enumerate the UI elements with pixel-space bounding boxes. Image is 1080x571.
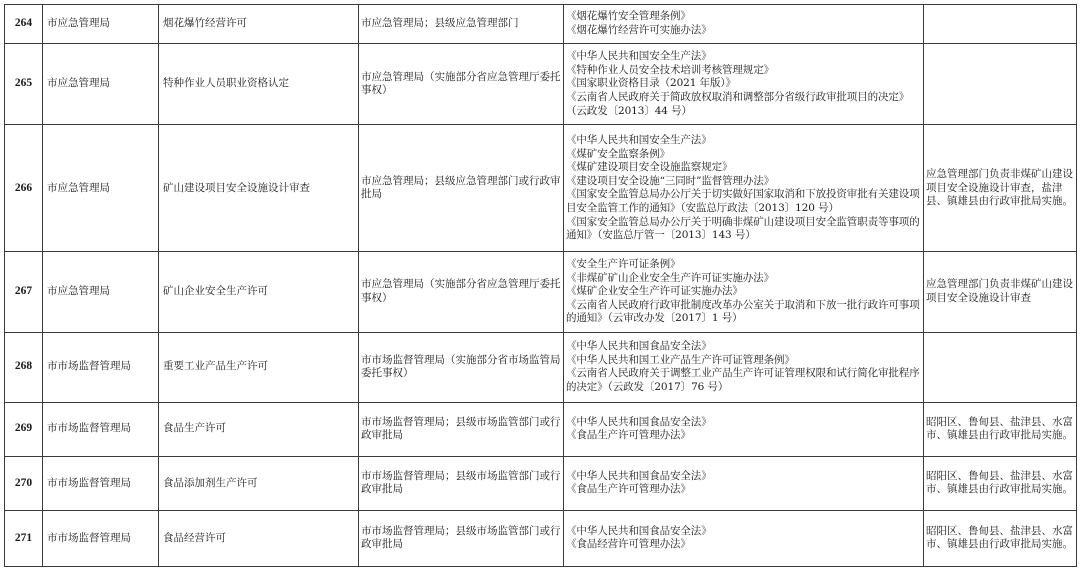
department-cell: 市市场监督管理局 — [43, 456, 159, 510]
table-row — [5, 332, 1077, 402]
permit-item-cell: 矿山建设项目安全设施设计审查 — [159, 125, 359, 252]
remarks-cell: 应急管理部门负责非煤矿山建设项目安全设施设计审查，盐津县、镇雄县由行政审批局实施。 — [924, 125, 1077, 252]
legal-basis-cell: 《中华人民共和国食品安全法》 《食品经营许可管理办法》 — [564, 510, 924, 566]
legal-basis-cell: 《中华人民共和国食品安全法》 《食品生产许可管理办法》 — [564, 402, 924, 456]
table-row — [5, 252, 1077, 332]
implementing-agency-cell: 市市场监督管理局；县级市场监管部门或行政审批局 — [359, 456, 564, 510]
table-row — [5, 402, 1077, 456]
permit-item-cell: 矿山企业安全生产许可 — [159, 252, 359, 332]
remarks-cell — [924, 332, 1077, 402]
row-number: 271 — [5, 510, 43, 566]
row-number: 268 — [5, 332, 43, 402]
department-cell: 市市场监督管理局 — [43, 402, 159, 456]
row-number: 266 — [5, 125, 43, 252]
department-cell: 市应急管理局 — [43, 125, 159, 252]
permit-item-cell: 食品生产许可 — [159, 402, 359, 456]
permit-item-cell: 特种作业人员职业资格认定 — [159, 44, 359, 125]
department-cell: 市应急管理局 — [43, 44, 159, 125]
implementing-agency-cell: 市应急管理局（实施部分省应急管理厅委托事权） — [359, 252, 564, 332]
table-row — [5, 510, 1077, 566]
remarks-cell: 昭阳区、鲁甸县、盐津县、水富市、镇雄县由行政审批局实施。 — [924, 510, 1077, 566]
legal-basis-cell: 《中华人民共和国食品安全法》 《食品生产许可管理办法》 — [564, 456, 924, 510]
legal-basis-cell: 《中华人民共和国食品安全法》 《中华人民共和国工业产品生产许可证管理条例》 《云南省人民政府关于调整工业产品生产许可证管理权限和试行简化审批程序的决定》（云政发〔2017〕76 号） — [564, 332, 924, 402]
table-row — [5, 44, 1077, 125]
implementing-agency-cell: 市市场监督管理局；县级市场监管部门或行政审批局 — [359, 510, 564, 566]
implementing-agency-cell: 市应急管理局；县级应急管理部门或行政审批局 — [359, 125, 564, 252]
permit-item-cell: 重要工业产品生产许可 — [159, 332, 359, 402]
remarks-cell — [924, 5, 1077, 44]
remarks-cell: 昭阳区、鲁甸县、盐津县、水富市、镇雄县由行政审批局实施。 — [924, 456, 1077, 510]
legal-basis-cell: 《烟花爆竹安全管理条例》 《烟花爆竹经营许可实施办法》 — [564, 5, 924, 44]
legal-basis-cell: 《中华人民共和国安全生产法》 《煤矿安全监察条例》 《煤矿建设项目安全设施监察规定》 《建设项目安全设施“三同时”监督管理办法》 《国家安全监管总局办公厅关于切实做好国家取消和下放投资审批有关建设项目安全监管工作的通知》（安监总厅政法〔2013〕120 号） 《国家安全监管总局办公厅关于明确非煤矿山建设项目安全监管职责等事项的通知》（安监总厅管一〔2013〕143 号） — [564, 125, 924, 252]
table-row — [5, 456, 1077, 510]
implementing-agency-cell: 市市场监督管理局；县级市场监管部门或行政审批局 — [359, 402, 564, 456]
department-cell: 市应急管理局 — [43, 252, 159, 332]
row-number: 264 — [5, 5, 43, 44]
permit-item-cell: 食品经营许可 — [159, 510, 359, 566]
implementing-agency-cell: 市应急管理局（实施部分省应急管理厅委托事权） — [359, 44, 564, 125]
legal-basis-cell: 《安全生产许可证条例》 《非煤矿矿山企业安全生产许可证实施办法》 《煤矿企业安全生产许可证实施办法》 《云南省人民政府行政审批制度改革办公室关于取消和下放一批行政许可事项的通知》（云审改办发〔2017〕1 号） — [564, 252, 924, 332]
row-number: 265 — [5, 44, 43, 125]
table-row — [5, 125, 1077, 252]
department-cell: 市应急管理局 — [43, 5, 159, 44]
row-number: 270 — [5, 456, 43, 510]
row-number: 267 — [5, 252, 43, 332]
permit-item-cell: 食品添加剂生产许可 — [159, 456, 359, 510]
remarks-cell: 应急管理部门负责非煤矿山建设项目安全设施设计审查 — [924, 252, 1077, 332]
row-number: 269 — [5, 402, 43, 456]
remarks-cell: 昭阳区、鲁甸县、盐津县、水富市、镇雄县由行政审批局实施。 — [924, 402, 1077, 456]
department-cell: 市市场监督管理局 — [43, 332, 159, 402]
implementing-agency-cell: 市市场监督管理局（实施部分省市场监管局委托事权） — [359, 332, 564, 402]
remarks-cell — [924, 44, 1077, 125]
permit-table — [4, 4, 1077, 567]
implementing-agency-cell: 市应急管理局；县级应急管理部门 — [359, 5, 564, 44]
table-row — [5, 5, 1077, 44]
legal-basis-cell: 《中华人民共和国安全生产法》 《特种作业人员安全技术培训考核管理规定》 《国家职业资格目录（2021 年版）》 《云南省人民政府关于简政放权取消和调整部分省级行政审批项目的决定》（云政发〔2013〕44 号） — [564, 44, 924, 125]
permit-item-cell: 烟花爆竹经营许可 — [159, 5, 359, 44]
department-cell: 市市场监督管理局 — [43, 510, 159, 566]
